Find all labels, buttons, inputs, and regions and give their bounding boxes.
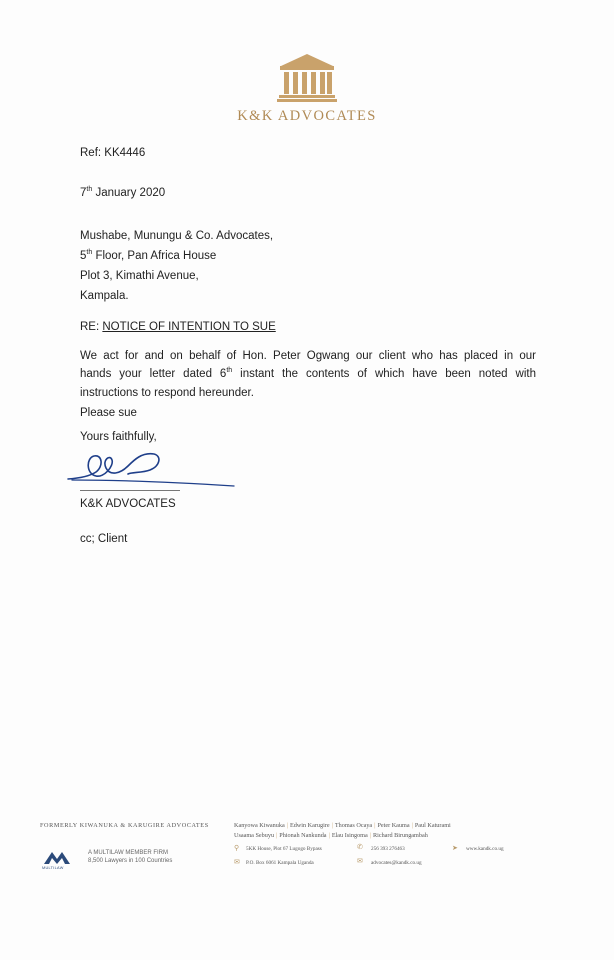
member-firm-text: A MULTILAW MEMBER FIRM 8,500 Lawyers in 100 Countries [88,850,173,864]
former-name: FORMERLY KIWANUKA & KARUGIRE ADVOCATES [40,822,209,829]
partners-list [234,821,451,841]
reference-number: Ref: KK4446 [80,147,146,159]
signature-line [80,490,180,491]
phone-icon: ✆ [357,844,363,851]
street-address: 5KK House, Plot 67 Lugogo Bypass [246,846,322,852]
subject-title: NOTICE OF INTENTION TO SUE [102,321,276,333]
signatory: K&K ADVOCATES [80,498,176,510]
partners-row: Kanyowa Kiwanuka | Edwin Karugire | Thomas Ocaya | Peter Kauma | Paul Katurami [234,822,451,829]
website: www.kandk.co.ug [466,846,504,852]
email-address: advocates@kandk.co.ug [371,860,422,866]
letter-body: We act for and on behalf of Hon. Peter Ogwang our client who has placed in our hands your letter dated 6th instant the contents of which have been noted with instructions to respond hereunder. [80,350,536,399]
firm-name: K&K ADVOCATES [237,108,377,124]
subject-line: RE: NOTICE OF INTENTION TO SUE [80,321,276,333]
carbon-copy: cc; Client [80,533,128,545]
location-pin-icon: ⚲ [234,845,240,852]
email-icon: ✉ [357,858,363,865]
mailbox-icon: ✉ [234,859,240,866]
instruction-text: Please sue [80,407,137,419]
recipient-line: Kampala. [80,290,129,302]
multilaw-logo-icon [42,848,72,866]
pillared-building-logo-icon [275,52,339,104]
handwritten-signature [62,444,237,496]
letter-date: 7th January 2020 [80,186,166,199]
multilaw-wordmark: MULTILAW [42,866,64,870]
closing-salutation: Yours faithfully, [80,431,157,443]
partners-row: Usaama Sebuyu | Phionah Nankunda | Elau Isingoma | Richard Birungambah [234,832,428,839]
recipient-line: Plot 3, Kimathi Avenue, [80,270,199,282]
recipient-address [80,226,273,306]
recipient-line: Mushabe, Munungu & Co. Advocates, [80,230,274,242]
globe-icon: ➤ [452,845,458,852]
recipient-line: 5th Floor, Pan Africa House [80,249,217,262]
phone-number: 256 393 276463 [371,846,405,852]
postal-address: P.O. Box 6061 Kampala Uganda [246,860,314,866]
